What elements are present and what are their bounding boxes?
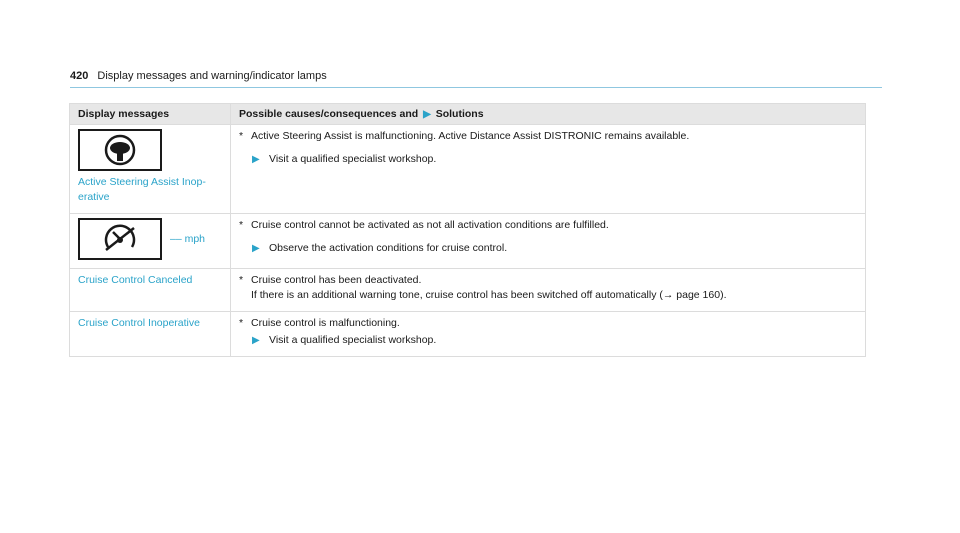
cause-item (239, 273, 857, 303)
table-header-row (70, 104, 866, 125)
cause-cell (231, 214, 866, 269)
page-number: 420 (70, 70, 89, 82)
arrow-icon: ▶ (423, 108, 431, 120)
message-cell (70, 125, 231, 214)
cause-item (239, 218, 857, 233)
table-row (70, 125, 866, 214)
cause-cell (231, 269, 866, 312)
column-header-messages: Display messages (70, 104, 231, 125)
cause-item (239, 316, 857, 331)
solution-item (239, 333, 857, 348)
message-cell (70, 214, 231, 269)
message-cell (70, 269, 231, 312)
page-title: Display messages and warning/indicator lamps (97, 70, 327, 82)
message-cell (70, 312, 231, 357)
cause-text: Active Steering Assist is malfunctioning. Active Distance Assist DISTRONIC remains available. (251, 130, 690, 142)
solution-item (239, 152, 857, 167)
message-text: Active Steering Assist Inop- erative (78, 176, 206, 203)
arrow-icon: ▶ (252, 243, 260, 254)
arrow-icon: ▶ (252, 335, 260, 346)
cause-cell (231, 125, 866, 214)
bullet: * (239, 130, 244, 142)
column-header-solutions-label: Solutions (435, 107, 484, 120)
messages-table (69, 103, 866, 357)
table-row (70, 312, 866, 357)
steering-wheel-icon (78, 129, 162, 171)
message-text: Cruise Control Canceled (78, 274, 193, 286)
bullet: * (239, 317, 244, 329)
message-text: –– mph (170, 232, 206, 245)
table-row (70, 269, 866, 312)
solution-text: Observe the activation conditions for cruise control. (269, 242, 508, 254)
column-header-causes (231, 104, 866, 125)
cause-cell (231, 312, 866, 357)
page-header (70, 69, 882, 88)
solution-text: Visit a qualified specialist workshop. (269, 153, 437, 165)
arrow-icon: ▶ (252, 154, 260, 165)
message-text: Cruise Control Inoperative (78, 317, 200, 329)
message-with-icon (78, 218, 222, 260)
speedometer-icon (78, 218, 162, 260)
cause-text: Cruise control is malfunctioning. (251, 317, 400, 329)
solution-item (239, 241, 857, 256)
column-header-causes-label: Possible causes/consequences and (239, 107, 419, 120)
cause-item (239, 129, 857, 144)
cause-extra-text: If there is an additional warning tone, cruise control has been switched off automatically (→ page 160). (251, 289, 727, 301)
cause-text: Cruise control cannot be activated as not all activation conditions are fulfilled. (251, 219, 609, 231)
solution-text: Visit a qualified specialist workshop. (269, 334, 437, 346)
cause-text: Cruise control has been deactivated. (251, 274, 422, 286)
bullet: * (239, 274, 244, 286)
bullet: * (239, 219, 244, 231)
table-row (70, 214, 866, 269)
